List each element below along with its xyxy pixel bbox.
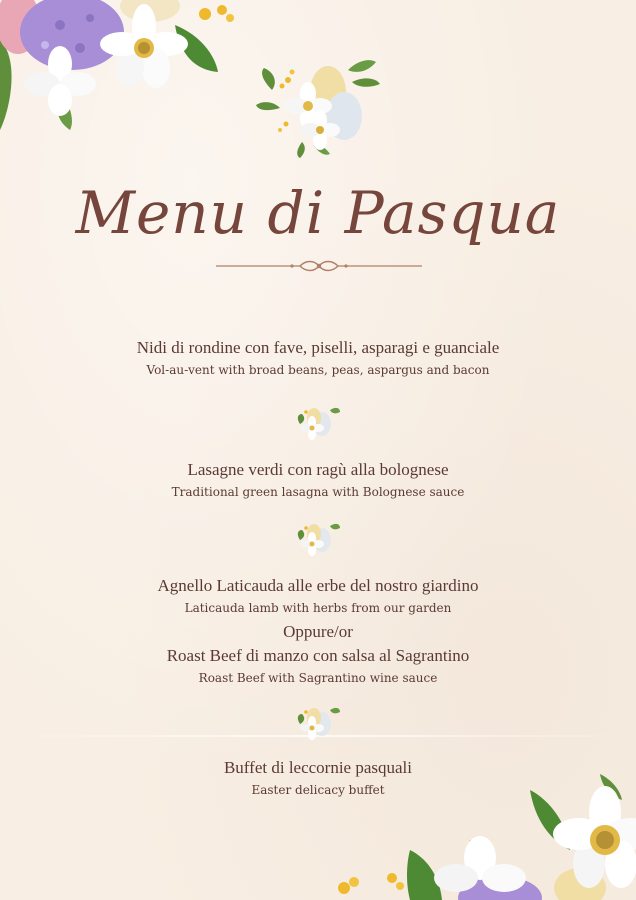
- course-3-english: Laticauda lamb with herbs from our garden: [184, 601, 452, 615]
- course-1-english: Vol-au-vent with broad beans, peas, aspargus and bacon: [146, 363, 490, 377]
- menu-title: Menu di Pasqua: [75, 179, 561, 247]
- course-2-english: Traditional green lasagna with Bolognese sauce: [171, 485, 465, 499]
- egg-flower-separator-icon: [296, 704, 340, 742]
- course-3: [0, 575, 636, 689]
- easter-egg-flowers-icon: [252, 50, 384, 160]
- course-3-or: Oppure/or: [283, 622, 353, 641]
- ornament-divider-icon: [214, 258, 424, 274]
- floral-corner-bottom-right-icon: [330, 770, 636, 900]
- course-3-alt-english: Roast Beef with Sagrantino wine sauce: [198, 671, 438, 685]
- course-1-italian: Nidi di rondine con fave, piselli, asparagi e guanciale: [136, 338, 500, 357]
- floral-corner-top-left-icon: [0, 0, 240, 135]
- course-2: [0, 459, 636, 503]
- egg-flower-separator-icon: [296, 404, 340, 442]
- egg-flower-separator-icon: [296, 520, 340, 558]
- course-4-english: Easter delicacy buffet: [251, 783, 385, 797]
- course-1: [0, 337, 636, 381]
- course-4-italian: Buffet di leccornie pasquali: [223, 758, 413, 777]
- course-3-alt-italian: Roast Beef di manzo con salsa al Sagrantino: [166, 646, 470, 665]
- course-3-italian: Agnello Laticauda alle erbe del nostro giardino: [157, 576, 479, 595]
- course-2-italian: Lasagne verdi con ragù alla bolognese: [187, 460, 449, 479]
